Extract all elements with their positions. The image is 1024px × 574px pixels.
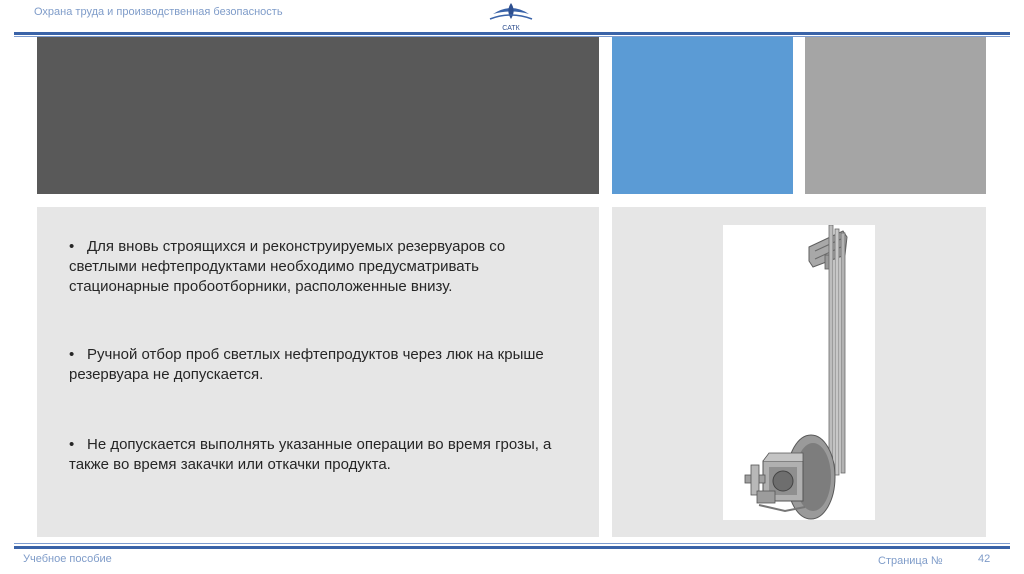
- company-logo-icon: [487, 0, 535, 36]
- footer-rule-thin: [14, 543, 1010, 544]
- image-panel: [612, 207, 986, 537]
- header-rule: [14, 32, 1010, 35]
- bullet-glyph: •: [69, 436, 75, 453]
- header-title: Охрана труда и производственная безопасность: [34, 6, 283, 18]
- decorative-tile-blue: [612, 37, 793, 194]
- bullet-item: [69, 237, 569, 297]
- logo-text: САТК: [502, 25, 520, 32]
- sampler-apparatus-illustration: [723, 225, 875, 520]
- bullet-text: Для вновь строящихся и реконструируемых резервуаров со светлыми нефтепродуктами необходимо предусматривать стационарные пробоотборники, расположенные внизу.: [69, 238, 506, 295]
- bullet-glyph: •: [69, 346, 75, 363]
- bullet-text: Не допускается выполнять указанные операции во время грозы, а также во время закачки или откачки продукта.: [69, 436, 552, 473]
- bullet-text: Ручной отбор проб светлых нефтепродуктов через люк на крыше резервуара не допускается.: [69, 346, 544, 383]
- decorative-tile-dark: [37, 37, 599, 194]
- footer-rule: [14, 546, 1010, 549]
- decorative-tile-gray: [805, 37, 986, 194]
- bullet-glyph: •: [69, 238, 75, 255]
- bullet-item: [69, 435, 569, 475]
- footer-label: Учебное пособие: [23, 553, 112, 565]
- bullet-item: [69, 345, 569, 385]
- page-label: Страница №: [878, 555, 943, 567]
- page-number: 42: [978, 553, 991, 565]
- content-panel: [37, 207, 599, 537]
